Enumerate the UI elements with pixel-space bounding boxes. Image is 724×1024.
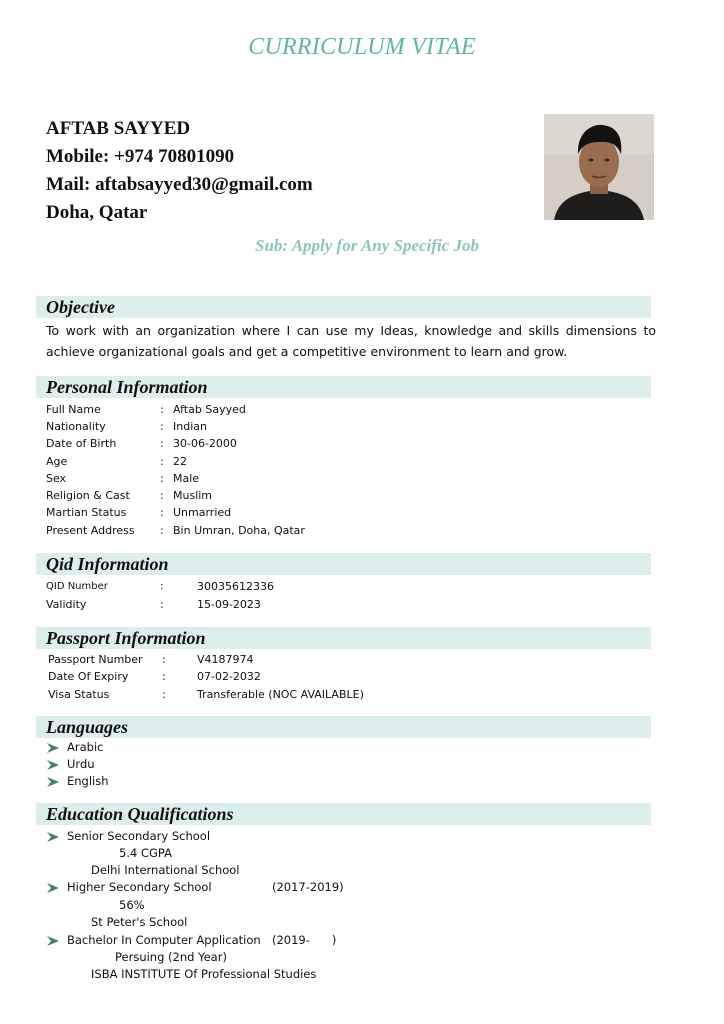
row-separator: : — [162, 688, 166, 701]
row-label: Nationality — [46, 420, 106, 433]
arrow-bullet-icon — [46, 831, 60, 843]
row-value: Transferable (NOC AVAILABLE) — [197, 688, 364, 701]
education-school: St Peter's School — [91, 915, 188, 929]
row-label: Religion & Cast — [46, 489, 130, 502]
row-value: Unmarried — [173, 506, 232, 519]
row-separator: : — [160, 598, 164, 611]
education-years: (2017-2019) — [272, 880, 344, 894]
row-separator: : — [160, 420, 164, 433]
education-school: ISBA INSTITUTE Of Professional Studies — [91, 967, 317, 981]
subject-line: Sub: Apply for Any Specific Job — [255, 236, 479, 255]
row-label: Date Of Expiry — [48, 670, 129, 683]
education-school: Delhi International School — [91, 863, 240, 877]
education-score: 5.4 CGPA — [119, 846, 172, 860]
row-value: Bin Umran, Doha, Qatar — [173, 524, 305, 537]
row-label: Present Address — [46, 524, 135, 537]
education-name: Bachelor In Computer Application — [67, 933, 261, 947]
arrow-bullet-icon — [46, 776, 60, 788]
arrow-bullet-icon — [46, 882, 60, 894]
row-value: 22 — [173, 455, 187, 468]
row-separator: : — [160, 455, 164, 468]
education-name: Senior Secondary School — [67, 829, 211, 843]
language-label: Arabic — [67, 740, 104, 754]
mobile-line: Mobile: +974 70801090 — [46, 146, 235, 167]
education-years: (2019- ) — [272, 933, 337, 947]
row-separator: : — [160, 581, 164, 592]
objective-text: To work with an organization where I can use my Ideas, knowledge and skills dimensions to achieve organizational goals and get a competitive environment to learn and grow. — [46, 323, 656, 359]
row-value: 07-02-2032 — [197, 670, 261, 683]
qid-info-heading: Qid Information — [36, 553, 651, 575]
row-separator: : — [160, 489, 164, 502]
personal-info-heading: Personal Information — [36, 376, 651, 398]
education-heading: Education Qualifications — [36, 803, 651, 825]
row-separator: : — [160, 524, 164, 537]
row-value: Indian — [173, 420, 207, 433]
row-label: Validity — [46, 598, 87, 611]
arrow-bullet-icon — [46, 742, 60, 754]
row-separator: : — [160, 472, 164, 485]
language-label: English — [67, 774, 109, 788]
cv-title: CURRICULUM VITAE — [248, 34, 476, 60]
row-separator: : — [162, 670, 166, 683]
row-label: Full Name — [46, 403, 101, 416]
profile-photo — [544, 114, 654, 220]
row-value: 30035612336 — [197, 580, 274, 593]
row-separator: : — [162, 653, 166, 666]
row-separator: : — [160, 506, 164, 519]
row-value: V4187974 — [197, 653, 254, 666]
row-value: Muslim — [173, 489, 213, 502]
row-value: Aftab Sayyed — [173, 403, 246, 416]
row-separator: : — [160, 403, 164, 416]
row-label: Martian Status — [46, 506, 127, 519]
arrow-bullet-icon — [46, 935, 60, 947]
location-line: Doha, Qatar — [46, 202, 148, 223]
row-label: QID Number — [46, 581, 108, 592]
row-value: Male — [173, 472, 200, 485]
mail-line: Mail: aftabsayyed30@gmail.com — [46, 174, 313, 195]
row-label: Date of Birth — [46, 437, 117, 450]
education-score: Persuing (2nd Year) — [115, 950, 227, 964]
passport-info-heading: Passport Information — [36, 627, 651, 649]
education-name: Higher Secondary School — [67, 880, 212, 894]
languages-heading: Languages — [36, 716, 651, 738]
row-separator: : — [160, 437, 164, 450]
row-value: 15-09-2023 — [197, 598, 261, 611]
candidate-name: AFTAB SAYYED — [46, 118, 191, 139]
language-label: Urdu — [67, 757, 95, 771]
row-value: 30-06-2000 — [173, 437, 237, 450]
row-label: Sex — [46, 472, 67, 485]
row-label: Age — [46, 455, 68, 468]
row-label: Passport Number — [48, 653, 143, 666]
contact-block — [46, 115, 313, 227]
education-score: 56% — [119, 898, 145, 912]
row-label: Visa Status — [48, 688, 110, 701]
objective-heading: Objective — [36, 296, 651, 318]
arrow-bullet-icon — [46, 759, 60, 771]
